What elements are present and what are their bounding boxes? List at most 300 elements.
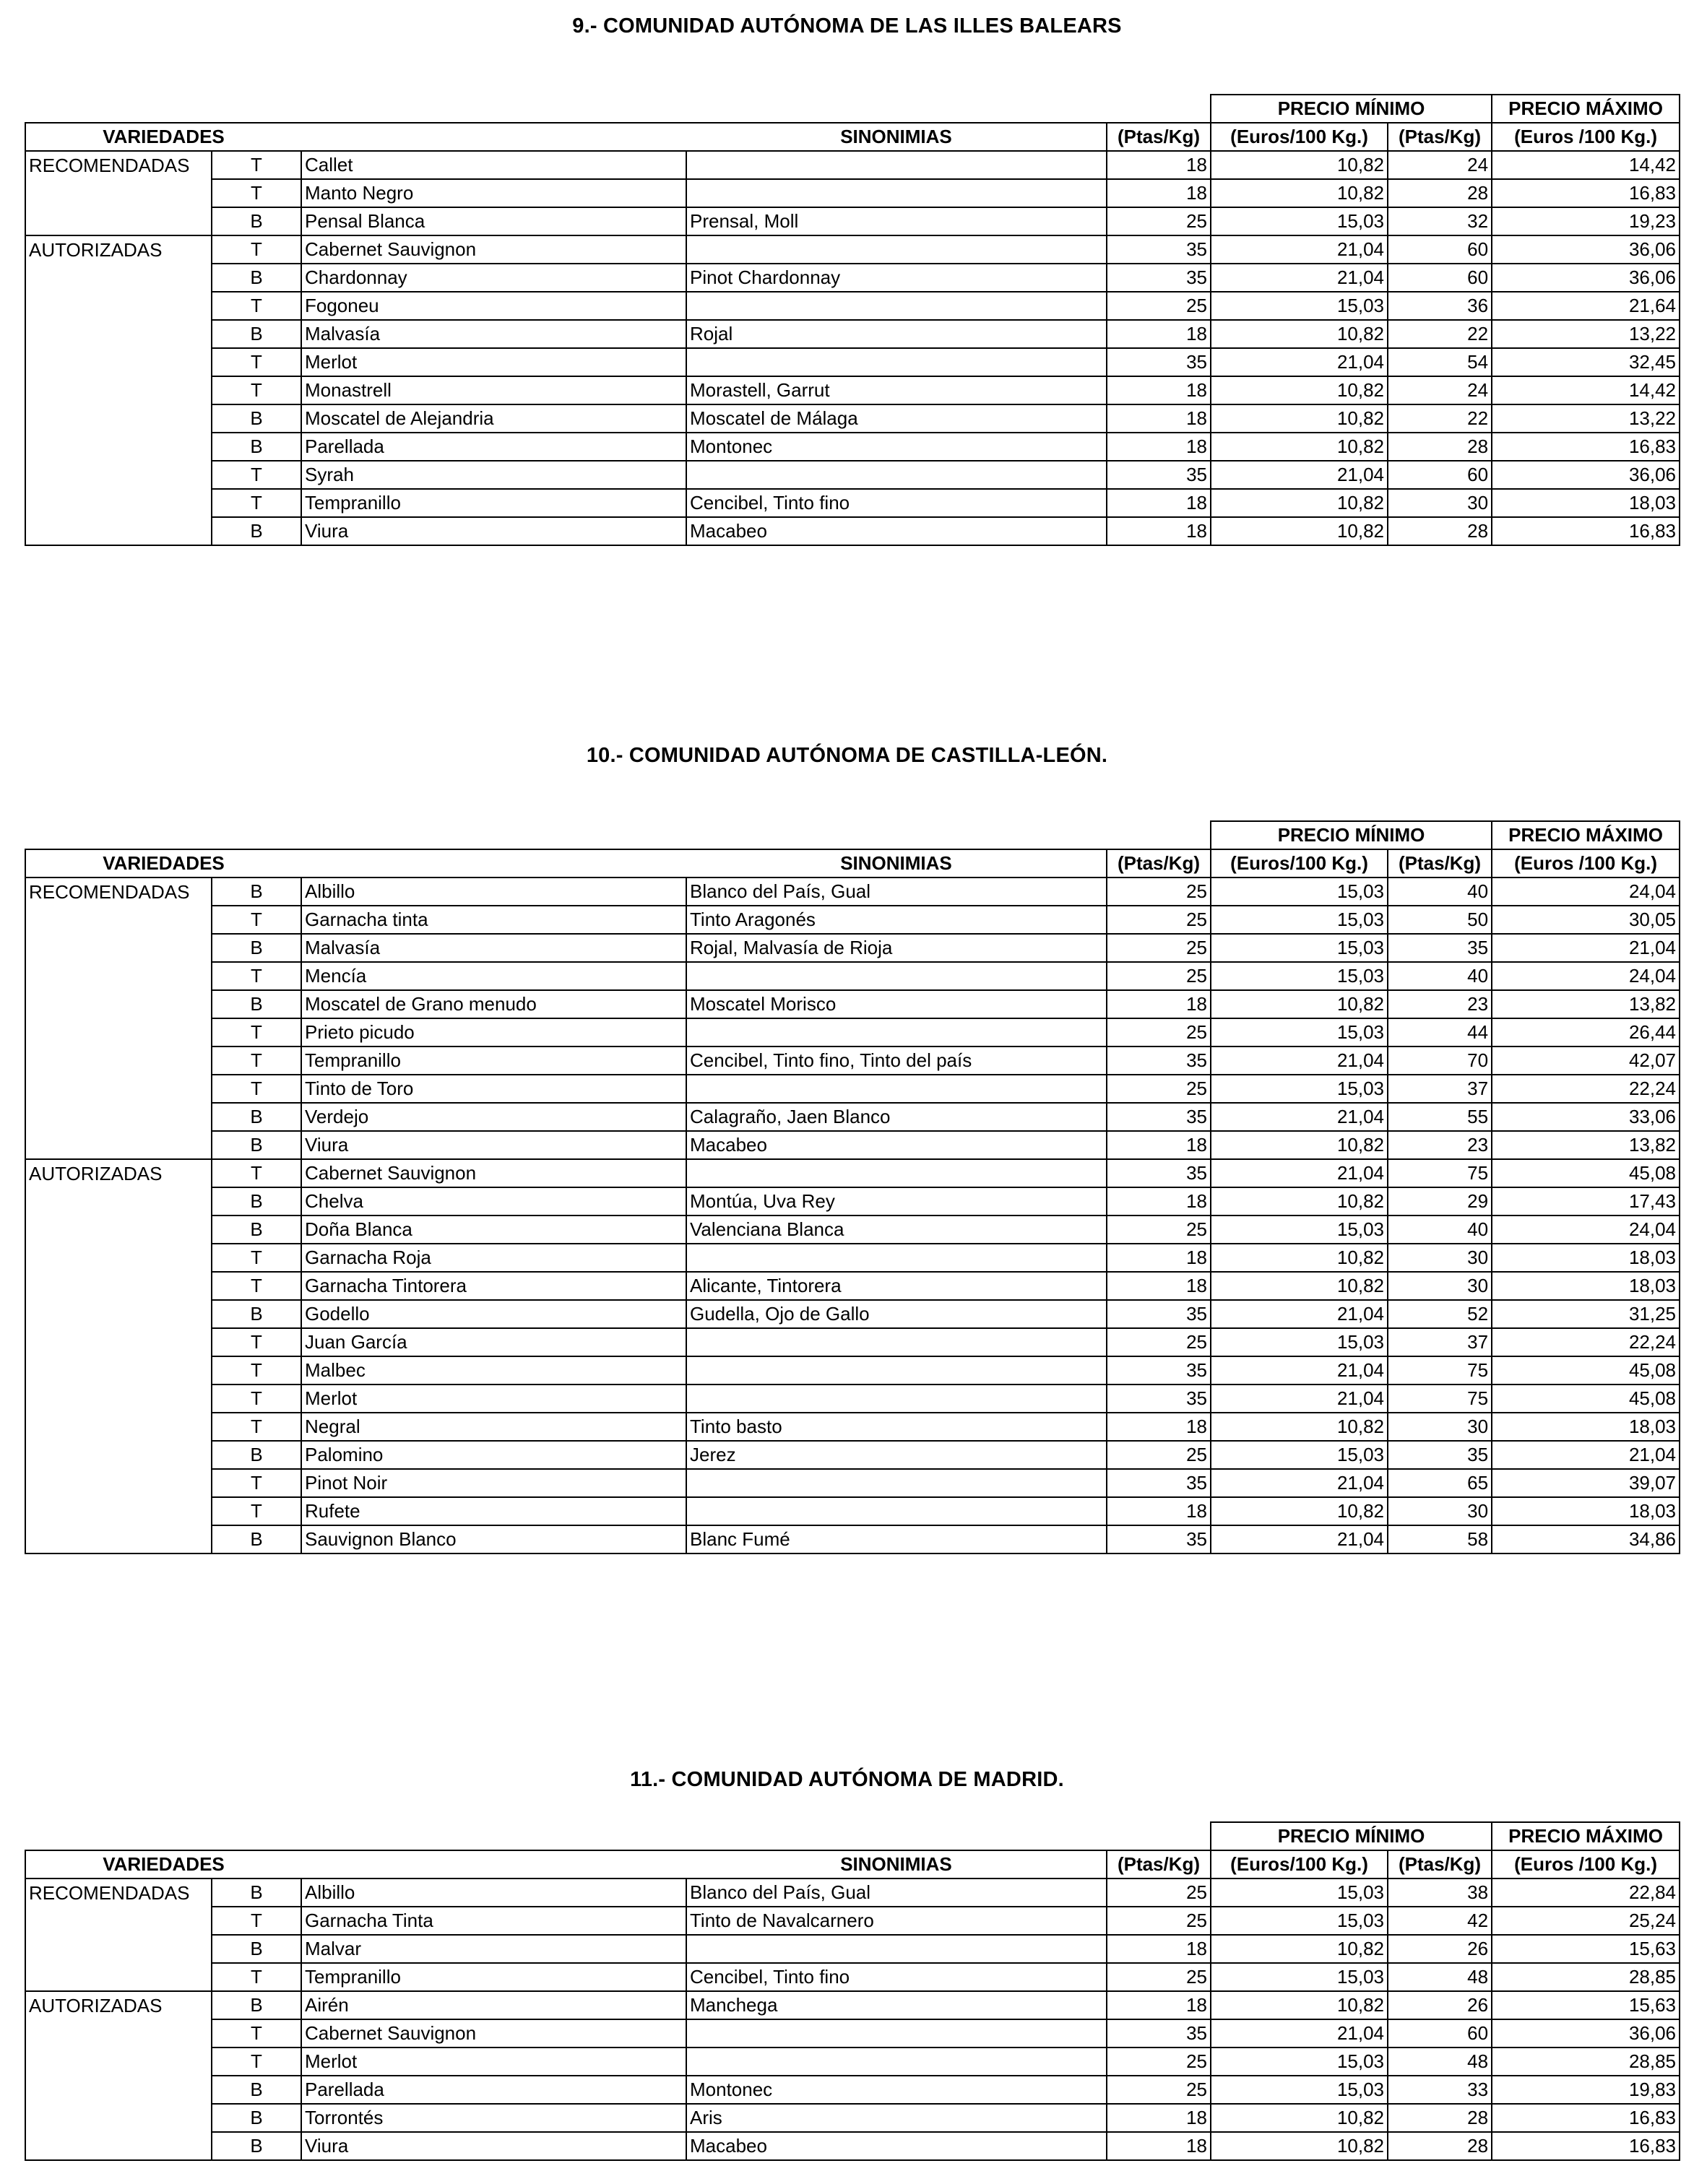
table-row [25, 404, 1680, 433]
ptas-max-cell: 60 [1388, 235, 1492, 264]
table-row [25, 1159, 1680, 1187]
variety-cell: Viura [301, 2132, 686, 2160]
euros-max-cell: 18,03 [1492, 1413, 1680, 1441]
euros-max-cell: 36,06 [1492, 264, 1680, 292]
table-row [25, 320, 1680, 348]
table-row [25, 489, 1680, 517]
table-row [25, 1413, 1680, 1441]
euros-max-cell: 22,24 [1492, 1075, 1680, 1103]
color-cell: T [212, 376, 301, 404]
category-cell [25, 179, 212, 207]
color-cell: B [212, 1441, 301, 1469]
ptas-max-cell: 28 [1388, 2104, 1492, 2132]
table-row [25, 235, 1680, 264]
variety-cell: Rufete [301, 1497, 686, 1525]
variety-cell: Merlot [301, 2048, 686, 2076]
color-cell: B [212, 1878, 301, 1907]
category-cell [25, 1525, 212, 1554]
color-cell: B [212, 1935, 301, 1963]
category-cell [25, 1103, 212, 1131]
category-cell [25, 1469, 212, 1497]
color-cell: T [212, 2048, 301, 2076]
color-cell: T [212, 1272, 301, 1300]
variety-cell: Viura [301, 517, 686, 545]
synonym-cell [686, 348, 1107, 376]
ptas-max-cell: 30 [1388, 1497, 1492, 1525]
ptas-min-cell: 25 [1107, 1878, 1211, 1907]
variety-cell: Tempranillo [301, 1046, 686, 1075]
variedades-header: VARIEDADES [25, 123, 301, 151]
variety-cell: Cabernet Sauvignon [301, 235, 686, 264]
color-cell: B [212, 878, 301, 906]
euros-min-cell: 10,82 [1211, 1413, 1388, 1441]
ptas-min-cell: 35 [1107, 264, 1211, 292]
variety-cell: Parellada [301, 433, 686, 461]
ptas-min-cell: 25 [1107, 1018, 1211, 1046]
color-cell: T [212, 1907, 301, 1935]
synonym-cell: Rojal, Malvasía de Rioja [686, 934, 1107, 962]
category-cell [25, 2019, 212, 2048]
ptas-min-cell: 35 [1107, 1356, 1211, 1384]
color-cell: B [212, 207, 301, 235]
variety-cell: Callet [301, 151, 686, 179]
ptas-min-cell: 18 [1107, 151, 1211, 179]
color-cell: T [212, 1963, 301, 1991]
euros-min-cell: 10,82 [1211, 433, 1388, 461]
table-row [25, 517, 1680, 545]
euros-max-cell: 18,03 [1492, 1244, 1680, 1272]
table-row [25, 1384, 1680, 1413]
synonym-cell: Manchega [686, 1991, 1107, 2019]
ptas-max-cell: 24 [1388, 151, 1492, 179]
ptas-max-cell: 29 [1388, 1187, 1492, 1216]
ptas-min-cell: 25 [1107, 1328, 1211, 1356]
euros-min-cell: 10,82 [1211, 179, 1388, 207]
category-cell [25, 489, 212, 517]
color-cell: B [212, 1525, 301, 1554]
euros-max-cell: 45,08 [1492, 1384, 1680, 1413]
color-cell: B [212, 1187, 301, 1216]
variety-cell: Merlot [301, 1384, 686, 1413]
ptas-max-cell: 38 [1388, 1878, 1492, 1907]
table-row [25, 348, 1680, 376]
color-cell: T [212, 1075, 301, 1103]
ptas-max-cell: 30 [1388, 1413, 1492, 1441]
table-castilla-leon [25, 820, 1679, 1554]
table-row [25, 1103, 1680, 1131]
euros-min-header: (Euros/100 Kg.) [1211, 1850, 1388, 1878]
euros-min-cell: 21,04 [1211, 1525, 1388, 1554]
variety-cell: Mencía [301, 962, 686, 990]
synonym-cell: Calagraño, Jaen Blanco [686, 1103, 1107, 1131]
category-cell [25, 1046, 212, 1075]
category-cell [25, 320, 212, 348]
category-cell: AUTORIZADAS [25, 1991, 212, 2019]
ptas-min-cell: 18 [1107, 1413, 1211, 1441]
color-cell: B [212, 1103, 301, 1131]
category-cell [25, 1187, 212, 1216]
euros-min-cell: 10,82 [1211, 990, 1388, 1018]
variety-cell: Malvasía [301, 320, 686, 348]
category-cell: AUTORIZADAS [25, 1159, 212, 1187]
ptas-min-cell: 18 [1107, 320, 1211, 348]
ptas-max-cell: 52 [1388, 1300, 1492, 1328]
color-cell: T [212, 1159, 301, 1187]
euros-max-cell: 19,83 [1492, 2076, 1680, 2104]
euros-min-cell: 21,04 [1211, 2019, 1388, 2048]
table-row [25, 1991, 1680, 2019]
ptas-min-cell: 35 [1107, 1525, 1211, 1554]
ptas-max-cell: 22 [1388, 404, 1492, 433]
synonym-cell [686, 235, 1107, 264]
category-cell [25, 348, 212, 376]
euros-max-cell: 18,03 [1492, 1272, 1680, 1300]
ptas-max-cell: 35 [1388, 934, 1492, 962]
ptas-min-cell: 18 [1107, 990, 1211, 1018]
euros-min-cell: 15,03 [1211, 1878, 1388, 1907]
color-cell: T [212, 1328, 301, 1356]
euros-max-cell: 39,07 [1492, 1469, 1680, 1497]
euros-min-cell: 10,82 [1211, 1187, 1388, 1216]
ptas-max-cell: 54 [1388, 348, 1492, 376]
synonym-cell [686, 179, 1107, 207]
synonym-cell: Valenciana Blanca [686, 1216, 1107, 1244]
synonym-cell: Blanc Fumé [686, 1525, 1107, 1554]
color-cell: B [212, 1300, 301, 1328]
color-cell: B [212, 1131, 301, 1159]
color-cell: T [212, 2019, 301, 2048]
table-row [25, 151, 1680, 179]
table-row [25, 376, 1680, 404]
variedades-header: VARIEDADES [25, 1850, 301, 1878]
euros-min-cell: 10,82 [1211, 1272, 1388, 1300]
table-row [25, 1469, 1680, 1497]
euros-max-cell: 30,05 [1492, 906, 1680, 934]
precio-maximo-header: PRECIO MÁXIMO [1492, 95, 1680, 123]
table-row [25, 990, 1680, 1018]
ptas-min-cell: 25 [1107, 292, 1211, 320]
ptas-min-cell: 35 [1107, 2019, 1211, 2048]
ptas-min-header: (Ptas/Kg) [1107, 1850, 1211, 1878]
color-cell: T [212, 1244, 301, 1272]
ptas-max-cell: 75 [1388, 1384, 1492, 1413]
euros-min-cell: 10,82 [1211, 1935, 1388, 1963]
ptas-min-header: (Ptas/Kg) [1107, 849, 1211, 878]
synonym-cell [686, 292, 1107, 320]
euros-max-cell: 26,44 [1492, 1018, 1680, 1046]
variety-cell: Cabernet Sauvignon [301, 1159, 686, 1187]
euros-min-cell: 10,82 [1211, 489, 1388, 517]
ptas-min-cell: 18 [1107, 1272, 1211, 1300]
table-row [25, 1878, 1680, 1907]
ptas-max-cell: 40 [1388, 878, 1492, 906]
ptas-max-cell: 55 [1388, 1103, 1492, 1131]
euros-max-header: (Euros /100 Kg.) [1492, 123, 1680, 151]
synonym-cell: Blanco del País, Gual [686, 1878, 1107, 1907]
sinonimias-header: SINONIMIAS [686, 123, 1107, 151]
synonym-cell: Macabeo [686, 517, 1107, 545]
synonym-cell: Tinto de Navalcarnero [686, 1907, 1107, 1935]
section-title-castilla-leon: 10.- COMUNIDAD AUTÓNOMA DE CASTILLA-LEÓN. [586, 744, 1108, 767]
euros-min-cell: 15,03 [1211, 1907, 1388, 1935]
ptas-min-cell: 18 [1107, 179, 1211, 207]
euros-min-cell: 10,82 [1211, 1131, 1388, 1159]
ptas-min-cell: 35 [1107, 461, 1211, 489]
table-row [25, 1441, 1680, 1469]
variety-cell: Moscatel de Grano menudo [301, 990, 686, 1018]
euros-min-cell: 10,82 [1211, 404, 1388, 433]
ptas-max-cell: 70 [1388, 1046, 1492, 1075]
euros-min-cell: 10,82 [1211, 1991, 1388, 2019]
ptas-max-cell: 23 [1388, 1131, 1492, 1159]
variety-cell: Fogoneu [301, 292, 686, 320]
table-row [25, 906, 1680, 934]
ptas-min-cell: 25 [1107, 2076, 1211, 2104]
euros-max-cell: 45,08 [1492, 1356, 1680, 1384]
ptas-min-cell: 25 [1107, 906, 1211, 934]
table-row [25, 1018, 1680, 1046]
category-cell [25, 906, 212, 934]
ptas-min-cell: 18 [1107, 376, 1211, 404]
table-row [25, 962, 1680, 990]
category-cell [25, 1413, 212, 1441]
euros-min-cell: 10,82 [1211, 376, 1388, 404]
color-cell: B [212, 264, 301, 292]
variety-cell: Garnacha Tinta [301, 1907, 686, 1935]
table-row [25, 264, 1680, 292]
table-row [25, 2048, 1680, 2076]
synonym-cell [686, 1244, 1107, 1272]
category-cell: RECOMENDADAS [25, 878, 212, 906]
ptas-max-header: (Ptas/Kg) [1388, 849, 1492, 878]
synonym-cell [686, 1935, 1107, 1963]
synonym-cell: Tinto Aragonés [686, 906, 1107, 934]
color-cell: B [212, 517, 301, 545]
sinonimias-header: SINONIMIAS [686, 1850, 1107, 1878]
category-cell [25, 2132, 212, 2160]
variety-cell: Malvasía [301, 934, 686, 962]
ptas-min-cell: 35 [1107, 1384, 1211, 1413]
variety-cell: Torrontés [301, 2104, 686, 2132]
wine-price-table [25, 94, 1680, 546]
table-row [25, 1963, 1680, 1991]
euros-max-cell: 21,04 [1492, 934, 1680, 962]
variety-cell: Godello [301, 1300, 686, 1328]
euros-min-cell: 15,03 [1211, 207, 1388, 235]
variety-cell: Malbec [301, 1356, 686, 1384]
color-cell: B [212, 404, 301, 433]
table-row [25, 292, 1680, 320]
ptas-max-cell: 44 [1388, 1018, 1492, 1046]
euros-min-cell: 21,04 [1211, 1159, 1388, 1187]
ptas-min-cell: 25 [1107, 207, 1211, 235]
ptas-max-header: (Ptas/Kg) [1388, 123, 1492, 151]
category-cell [25, 2048, 212, 2076]
euros-min-cell: 21,04 [1211, 1356, 1388, 1384]
variety-cell: Airén [301, 1991, 686, 2019]
color-cell: T [212, 179, 301, 207]
ptas-max-cell: 42 [1388, 1907, 1492, 1935]
variety-cell: Viura [301, 1131, 686, 1159]
color-cell: T [212, 906, 301, 934]
color-cell: B [212, 2104, 301, 2132]
euros-max-cell: 21,04 [1492, 1441, 1680, 1469]
precio-minimo-header: PRECIO MÍNIMO [1211, 1822, 1492, 1850]
euros-max-cell: 16,83 [1492, 179, 1680, 207]
table-row [25, 1131, 1680, 1159]
euros-max-cell: 36,06 [1492, 2019, 1680, 2048]
euros-min-cell: 10,82 [1211, 517, 1388, 545]
euros-max-cell: 25,24 [1492, 1907, 1680, 1935]
table-row [25, 2132, 1680, 2160]
synonym-cell: Montonec [686, 433, 1107, 461]
ptas-max-cell: 23 [1388, 990, 1492, 1018]
euros-max-cell: 16,83 [1492, 517, 1680, 545]
variety-cell: Manto Negro [301, 179, 686, 207]
category-cell [25, 1907, 212, 1935]
variety-cell: Prieto picudo [301, 1018, 686, 1046]
euros-max-cell: 24,04 [1492, 878, 1680, 906]
euros-max-cell: 24,04 [1492, 1216, 1680, 1244]
category-cell: RECOMENDADAS [25, 1878, 212, 1907]
euros-max-cell: 31,25 [1492, 1300, 1680, 1328]
euros-min-cell: 15,03 [1211, 1963, 1388, 1991]
variety-cell: Pensal Blanca [301, 207, 686, 235]
category-cell [25, 207, 212, 235]
variety-cell: Syrah [301, 461, 686, 489]
variedades-header: VARIEDADES [25, 849, 301, 878]
ptas-min-cell: 25 [1107, 962, 1211, 990]
synonym-cell: Macabeo [686, 2132, 1107, 2160]
synonym-cell: Montúa, Uva Rey [686, 1187, 1107, 1216]
table-row [25, 1187, 1680, 1216]
euros-min-cell: 15,03 [1211, 1441, 1388, 1469]
euros-max-cell: 21,64 [1492, 292, 1680, 320]
table-row [25, 2076, 1680, 2104]
ptas-min-cell: 18 [1107, 1187, 1211, 1216]
precio-minimo-header: PRECIO MÍNIMO [1211, 821, 1492, 849]
table-row [25, 1272, 1680, 1300]
ptas-min-cell: 25 [1107, 1075, 1211, 1103]
color-cell: T [212, 489, 301, 517]
table-row [25, 179, 1680, 207]
table-row [25, 1907, 1680, 1935]
category-cell [25, 1018, 212, 1046]
ptas-max-cell: 36 [1388, 292, 1492, 320]
euros-min-cell: 21,04 [1211, 1469, 1388, 1497]
synonym-cell [686, 1075, 1107, 1103]
euros-max-cell: 14,42 [1492, 151, 1680, 179]
precio-minimo-header: PRECIO MÍNIMO [1211, 95, 1492, 123]
variety-cell: Tempranillo [301, 1963, 686, 1991]
table-row [25, 1300, 1680, 1328]
ptas-max-cell: 60 [1388, 2019, 1492, 2048]
ptas-min-cell: 18 [1107, 1131, 1211, 1159]
table-row [25, 1356, 1680, 1384]
table-row [25, 1328, 1680, 1356]
euros-min-cell: 15,03 [1211, 1018, 1388, 1046]
synonym-cell: Alicante, Tintorera [686, 1272, 1107, 1300]
category-cell [25, 1272, 212, 1300]
synonym-cell: Aris [686, 2104, 1107, 2132]
euros-max-cell: 34,86 [1492, 1525, 1680, 1554]
euros-min-cell: 15,03 [1211, 878, 1388, 906]
ptas-max-cell: 28 [1388, 517, 1492, 545]
synonym-cell: Cencibel, Tinto fino, Tinto del país [686, 1046, 1107, 1075]
euros-max-cell: 18,03 [1492, 489, 1680, 517]
variety-cell: Garnacha Tintorera [301, 1272, 686, 1300]
variety-cell: Doña Blanca [301, 1216, 686, 1244]
euros-max-cell: 45,08 [1492, 1159, 1680, 1187]
variety-cell: Pinot Noir [301, 1469, 686, 1497]
category-cell [25, 2104, 212, 2132]
euros-max-cell: 15,63 [1492, 1935, 1680, 1963]
category-cell [25, 376, 212, 404]
euros-min-cell: 21,04 [1211, 461, 1388, 489]
ptas-max-cell: 26 [1388, 1991, 1492, 2019]
color-cell: T [212, 292, 301, 320]
precio-maximo-header: PRECIO MÁXIMO [1492, 1822, 1680, 1850]
synonym-cell: Rojal [686, 320, 1107, 348]
ptas-min-cell: 18 [1107, 433, 1211, 461]
synonym-cell [686, 2048, 1107, 2076]
ptas-min-cell: 25 [1107, 2048, 1211, 2076]
ptas-max-cell: 50 [1388, 906, 1492, 934]
color-cell: B [212, 990, 301, 1018]
ptas-max-cell: 75 [1388, 1159, 1492, 1187]
synonym-cell [686, 1497, 1107, 1525]
euros-max-cell: 14,42 [1492, 376, 1680, 404]
euros-max-cell: 22,84 [1492, 1878, 1680, 1907]
synonym-cell [686, 1018, 1107, 1046]
color-cell: B [212, 934, 301, 962]
table-balears [25, 94, 1679, 546]
euros-min-cell: 15,03 [1211, 2048, 1388, 2076]
ptas-max-cell: 24 [1388, 376, 1492, 404]
ptas-max-cell: 37 [1388, 1075, 1492, 1103]
ptas-max-cell: 28 [1388, 433, 1492, 461]
euros-min-cell: 15,03 [1211, 934, 1388, 962]
ptas-max-cell: 58 [1388, 1525, 1492, 1554]
ptas-max-cell: 32 [1388, 207, 1492, 235]
category-cell [25, 1075, 212, 1103]
ptas-max-cell: 40 [1388, 1216, 1492, 1244]
category-cell [25, 1935, 212, 1963]
synonym-cell [686, 1356, 1107, 1384]
table-row [25, 2104, 1680, 2132]
ptas-min-cell: 25 [1107, 878, 1211, 906]
euros-min-cell: 15,03 [1211, 962, 1388, 990]
variety-cell: Garnacha tinta [301, 906, 686, 934]
category-cell [25, 1441, 212, 1469]
synonym-cell [686, 151, 1107, 179]
euros-max-cell: 32,45 [1492, 348, 1680, 376]
euros-max-header: (Euros /100 Kg.) [1492, 1850, 1680, 1878]
category-cell [25, 1497, 212, 1525]
ptas-min-cell: 25 [1107, 1907, 1211, 1935]
sinonimias-header: SINONIMIAS [686, 849, 1107, 878]
color-cell: T [212, 151, 301, 179]
table-row [25, 1216, 1680, 1244]
synonym-cell [686, 962, 1107, 990]
ptas-max-cell: 30 [1388, 489, 1492, 517]
euros-min-cell: 15,03 [1211, 2076, 1388, 2104]
euros-max-cell: 36,06 [1492, 235, 1680, 264]
table-madrid [25, 1821, 1679, 2161]
table-row [25, 2019, 1680, 2048]
ptas-min-cell: 18 [1107, 1244, 1211, 1272]
precio-maximo-header: PRECIO MÁXIMO [1492, 821, 1680, 849]
